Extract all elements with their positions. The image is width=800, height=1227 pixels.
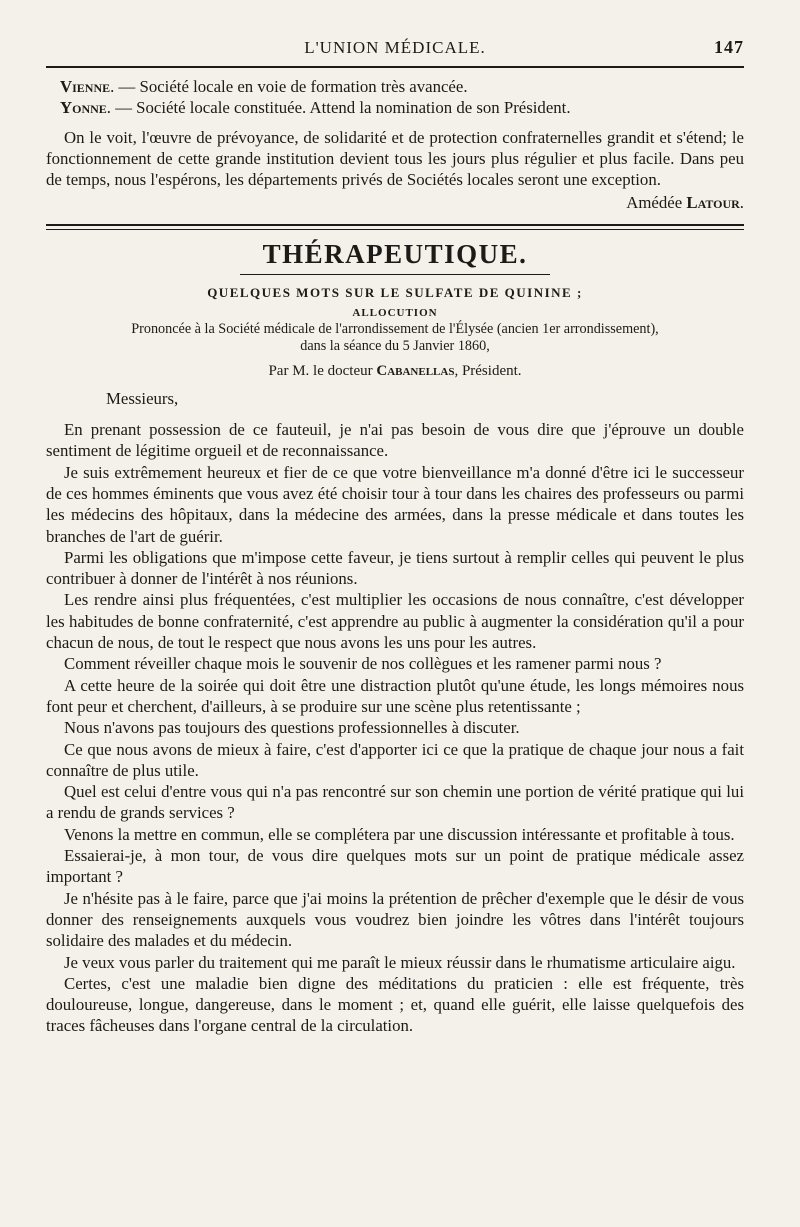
speech-paragraph: Certes, c'est une maladie bien digne des méditations du praticien : elle est fréquente, très douloureuse, longue, dangereuse, dans le moment ; et, quand elle guérit, elle laisse quelquefois des traces fâcheuses dans l'organe central de la circulation. [46,973,744,1036]
speech-paragraph: Essaierai-je, à mon tour, de vous dire quelques mots sur un point de pratique médicale assez important ? [46,846,744,887]
speech-paragraph: Ce que nous avons de mieux à faire, c'est d'apporter ici ce que la pratique de chaque jour nous a fait connaître de plus utile. [46,739,744,780]
venue-date: dans la séance du 5 Janvier 1860, [300,337,490,354]
author-prefix: Par M. le docteur [268,362,373,379]
speech-paragraph: Parmi les obligations que m'impose cette faveur, je tiens surtout à remplir celles qui peuvent le plus contribuer à donner de l'intérêt à nos réunions. [46,547,744,589]
page-number: 147 [714,37,744,57]
speech-paragraph: Je veux vous parler du traitement qui me paraît le mieux réussir dans le rhumatisme articulaire aigu. [64,952,736,972]
speech-paragraph: Je n'hésite pas à le faire, parce que j'ai moins la prétention de prêcher d'exemple que le désir de vous donner des renseignements auxquels vous voudrez bien joindre les vôtres dans l'intérêt toujours solidaire des malades et du médecin. [46,888,744,951]
article-subtitle: QUELQUES MOTS SUR LE SULFATE DE QUININE ; [207,284,583,300]
society-entry [60,97,744,118]
society-name: Vienne [60,77,111,96]
signature-last-name: Latour [686,193,740,213]
signature [46,192,744,213]
section-title: THÉRAPEUTIQUE. [262,238,528,269]
speech-paragraph: Je suis extrêmement heureux et fier de ce que votre bienveillance m'a donné d'être ici le successeur de ces hommes éminents que vous avez été choisir tour à tour dans les chaires des professeurs ou parmi les médecins des hôpitaux, dans la médecine des armées, dans la presse médicale et dans toutes les branches de l'art de guérir. [46,462,744,546]
signature-end: . [739,193,744,213]
speech-paragraph: Venons la mettre en commun, elle se complétera par une discussion intéressante et profitable à tous. [64,824,735,844]
speech-paragraph: Les rendre ainsi plus fréquentées, c'est multiplier les occasions de nous connaître, c'est développer les habitudes de bonne confraternité, c'est apprendre au public à augmenter la considération qu'il a pour chacun de nous, de tout le respect que nous avons les uns pour les autres. [46,590,744,653]
venue-block [46,321,744,355]
author-line [46,363,744,380]
speech-body [46,419,744,1037]
speech-paragraph: En prenant possession de ce fauteuil, je n'ai pas besoin de vous dire que j'éprouve un double sentiment de légitime orgueil et de reconnaissance. [46,420,744,461]
running-head [46,28,744,58]
author-name: Cabanellas [376,362,455,379]
society-status: . — Société locale en voie de formation très avancée. [110,77,468,96]
author-suffix: , Président. [454,362,522,379]
speech-paragraph: A cette heure de la soirée qui doit être une distraction plutôt qu'une étude, les longs mémoires nous font peur et cherchent, d'ailleurs, à se produire sur une scène plus retentissante ; [46,675,744,716]
speech-paragraph: Quel est celui d'entre vous qui n'a pas rencontré sur son chemin une portion de vérité pratique qui lui a rendu de grands services ? [46,782,744,823]
speech-paragraph: Nous n'avons pas toujours des questions professionnelles à discuter. [64,718,520,738]
header-rule [46,66,744,68]
journal-title: L'UNION MÉDICALE. [304,38,486,57]
allocution-label: ALLOCUTION [352,306,438,319]
society-name: Yonne [60,98,107,118]
society-list [46,76,744,119]
society-status: . — Société locale constituée. Attend la nomination de son Président. [106,98,571,118]
closing-paragraph: On le voit, l'œuvre de prévoyance, de solidarité et de protection confraternelles grandit et s'étend; le fonctionnement de cette grande institution devient tous les jours plus régulier et plus facile. Dans peu de temps, nous l'espérons, les départements privés de Sociétés locales seront une exception. [46,127,744,190]
signature-first-name: Amédée [626,193,683,213]
speech-paragraph: Comment réveiller chaque mois le souvenir de nos collègues et les ramener parmi nous ? [64,654,662,674]
society-entry [60,76,744,97]
section-divider [46,224,744,230]
venue-line: Prononcée à la Société médicale de l'arrondissement de l'Élysée (ancien 1er arrondissement), [131,320,659,337]
salutation: Messieurs, [106,388,179,408]
title-underline [240,274,550,275]
